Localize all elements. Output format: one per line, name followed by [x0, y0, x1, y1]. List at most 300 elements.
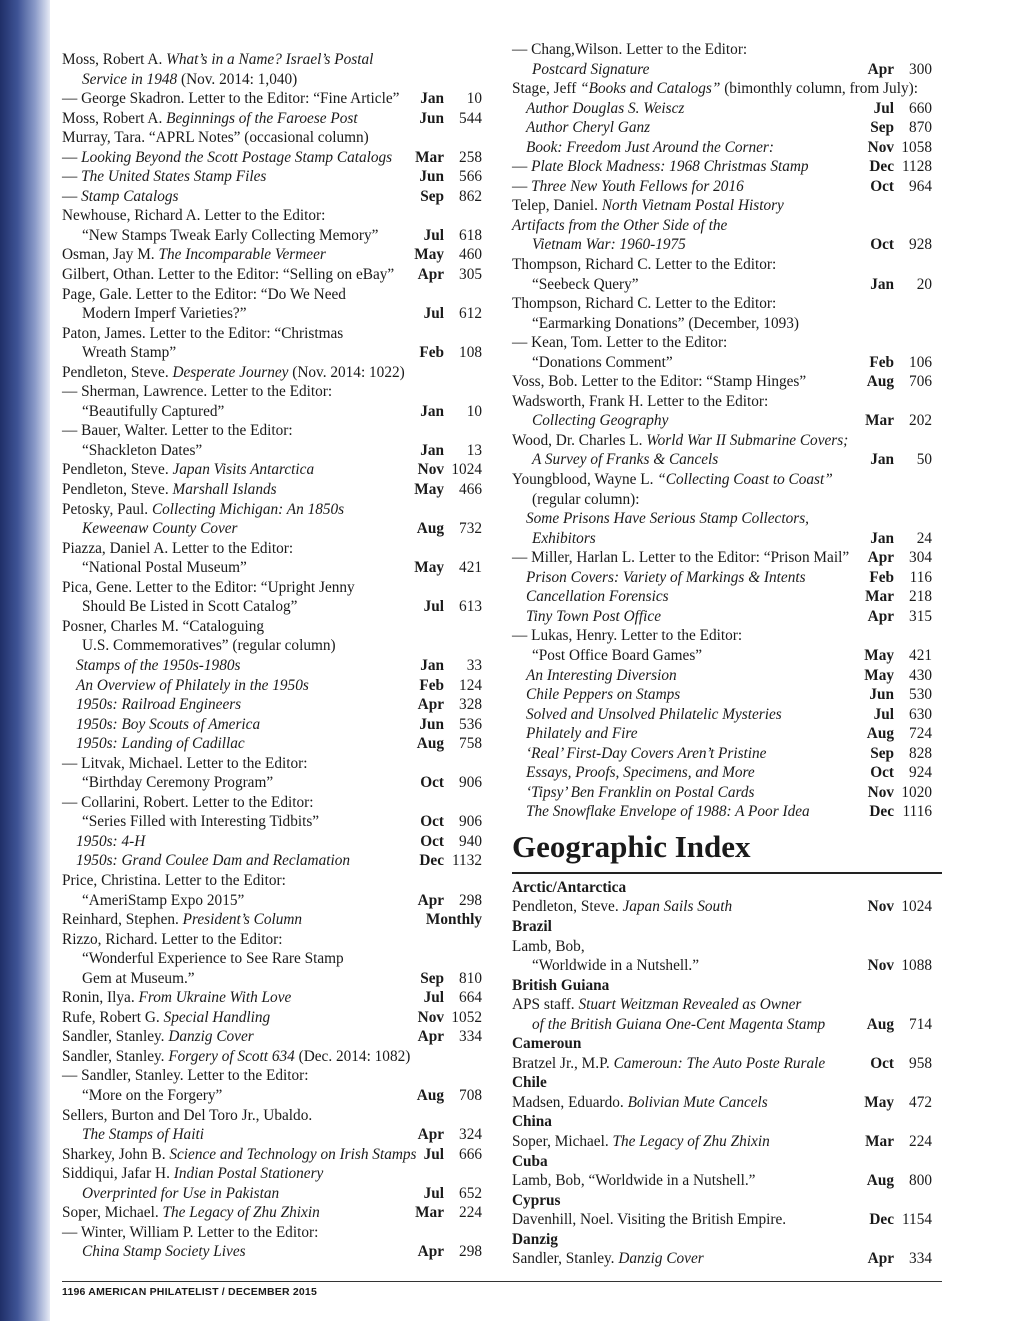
page-footer: 1196 AMERICAN PHILATELIST / DECEMBER 2015 [62, 1286, 318, 1298]
entry-title: Special Handling [163, 1008, 271, 1026]
entry-month: Aug [866, 1172, 894, 1190]
index-entry [62, 656, 482, 676]
entry-text [512, 995, 801, 1015]
entry-author: Sandler, Stanley. [62, 1028, 169, 1046]
region-heading: China [512, 1113, 552, 1131]
entry-text [62, 1145, 417, 1165]
entry-text [512, 1171, 755, 1191]
page-edge-gradient [0, 0, 50, 1321]
entry-title: Prison Covers: Variety of Markings & Intents [526, 568, 806, 586]
index-column-left [62, 50, 482, 1262]
entry-author: Soper, Michael. [512, 1132, 613, 1150]
index-entry [62, 617, 482, 637]
index-entry [62, 1242, 482, 1262]
region-heading: Cyprus [512, 1191, 561, 1209]
entry-page: 964 [909, 177, 932, 195]
entry-page: 460 [459, 246, 482, 264]
entry-month: Jul [423, 305, 444, 323]
entry-title: Stamps of the 1950s-1980s [76, 656, 241, 674]
entry-page: 613 [459, 598, 482, 616]
entry-page: 472 [909, 1093, 932, 1111]
index-entry [62, 1008, 482, 1028]
entry-text [512, 509, 809, 529]
entry-page: 300 [909, 60, 932, 78]
index-entry [512, 1132, 932, 1152]
index-entry [62, 773, 482, 793]
entry-text [512, 372, 806, 392]
entry-text [62, 226, 378, 246]
entry-author: Pendleton, Steve. [62, 363, 173, 381]
entry-author: Stage, Jeff [512, 80, 581, 98]
index-entry [512, 666, 932, 686]
index-entry [512, 314, 932, 334]
index-entry [62, 167, 482, 187]
entry-page: 1128 [901, 158, 932, 176]
entry-page: 1116 [902, 803, 932, 821]
index-entry [62, 871, 482, 891]
entry-month: Jan [870, 451, 894, 469]
entry-text [62, 500, 344, 520]
entry-author: Sandler, Stanley. [62, 1047, 169, 1065]
entry-text [512, 705, 782, 725]
entry-month: Sep [420, 187, 444, 205]
entry-text [62, 109, 358, 129]
entry-text [512, 235, 686, 255]
entry-month: Nov [417, 1008, 444, 1026]
entry-text [62, 734, 245, 754]
entry-page: 544 [459, 109, 482, 127]
entry-author: — Kean, Tom. Letter to the Editor: [512, 334, 728, 352]
entry-author: “Wonderful Experience to See Rare Stamp [82, 950, 344, 968]
entry-page: 714 [909, 1015, 932, 1033]
entry-month: Nov [867, 783, 894, 801]
entry-page: 566 [459, 168, 482, 186]
entry-title: 1950s: Railroad Engineers [76, 696, 242, 714]
entry-month: Feb [869, 353, 894, 371]
entry-author: Wreath Stamp” [82, 344, 177, 362]
index-entry [512, 450, 932, 470]
entry-author: — Bauer, Walter. Letter to the Editor: [62, 422, 293, 440]
entry-month: Apr [417, 891, 444, 909]
entry-title: Keweenaw County Cover [82, 520, 238, 538]
entry-month: Nov [417, 461, 444, 479]
entry-month: May [414, 246, 444, 264]
entry-month: Jul [423, 226, 444, 244]
entry-month: Jun [419, 109, 444, 127]
index-entry [512, 1093, 932, 1113]
entry-title: The Legacy of Zhu Zhixin [612, 1132, 770, 1150]
entry-author: Wood, Dr. Charles L. [512, 431, 647, 449]
entry-author: (Dec. 2014: 1082) [294, 1047, 411, 1065]
entry-text [512, 392, 768, 412]
entry-page: 810 [459, 969, 482, 987]
entry-title: Danzig Cover [168, 1028, 254, 1046]
entry-page: 630 [909, 705, 932, 723]
entry-text [62, 1203, 320, 1223]
entry-text [512, 802, 810, 822]
entry-text [62, 343, 176, 363]
entry-title: Plate Block Madness: 1968 Christmas Stamp [531, 158, 809, 176]
entry-month: Jan [420, 656, 444, 674]
entry-page: 924 [909, 764, 932, 782]
entry-month: Mar [415, 148, 444, 166]
entry-text [62, 519, 238, 539]
entry-text [512, 216, 727, 236]
entry-month: Aug [866, 1015, 894, 1033]
index-entry [512, 138, 932, 158]
entry-page: 906 [459, 813, 482, 831]
entry-title: Science and Technology on Irish Stamps [169, 1145, 417, 1163]
index-entry [62, 636, 482, 656]
entry-page: 108 [459, 344, 482, 362]
entry-month: Jun [419, 168, 444, 186]
entry-page: 708 [459, 1086, 482, 1104]
entry-page: 430 [909, 666, 932, 684]
entry-author: “Shackleton Dates” [82, 441, 203, 459]
index-entry [62, 343, 482, 363]
entry-page: 732 [459, 520, 482, 538]
entry-text [512, 744, 766, 764]
entry-month: Jan [420, 402, 444, 420]
entry-text [512, 490, 639, 510]
entry-text [62, 871, 286, 891]
index-entry [62, 1223, 482, 1243]
entry-month: Oct [420, 832, 444, 850]
entry-month: Jul [873, 99, 894, 117]
entry-author: (bimonthly column, from July): [720, 80, 918, 98]
entry-page: 20 [916, 275, 932, 293]
entry-author: Gem at Museum.” [82, 969, 195, 987]
index-entry [62, 695, 482, 715]
entry-title: The United States Stamp Files [81, 168, 267, 186]
entry-author: Piazza, Daniel A. Letter to the Editor: [62, 539, 294, 557]
index-entry [62, 265, 482, 285]
entry-author: “AmeriStamp Expo 2015” [82, 891, 245, 909]
entry-author: Thompson, Richard C. Letter to the Editor: [512, 256, 777, 274]
index-entry [512, 568, 932, 588]
entry-author: Rufe, Robert G. [62, 1008, 164, 1026]
entry-text [512, 450, 718, 470]
entry-author: — [62, 148, 82, 166]
entry-page: 10 [466, 402, 482, 420]
entry-text [62, 1125, 204, 1145]
entry-page: 202 [909, 412, 932, 430]
index-entry [512, 548, 932, 568]
index-entry [512, 1015, 932, 1035]
entry-author: Pendleton, Steve. [62, 481, 173, 499]
entry-text [62, 676, 309, 696]
entry-author: Ronin, Ilya. [62, 989, 139, 1007]
entry-text [62, 206, 325, 226]
entry-page: 652 [459, 1184, 482, 1202]
entry-author: “Post Office Board Games” [532, 646, 703, 664]
entry-month: Aug [416, 1086, 444, 1104]
entry-title: Marshall Islands [172, 481, 277, 499]
entry-month: Feb [869, 568, 894, 586]
entry-month: Sep [420, 969, 444, 987]
entry-page: 298 [459, 1243, 482, 1261]
entry-author: Soper, Michael. [62, 1204, 163, 1222]
entry-month: Dec [869, 803, 894, 821]
entry-text [62, 1047, 410, 1067]
entry-title: North Vietnam Postal History [601, 197, 784, 215]
index-entry [62, 1145, 482, 1165]
entry-author: “Birthday Ceremony Program” [82, 774, 274, 792]
index-entry [62, 539, 482, 559]
index-entry [62, 324, 482, 344]
entry-text [62, 558, 247, 578]
index-entry [512, 157, 932, 177]
entry-text [62, 167, 266, 187]
entry-title: Some Prisons Have Serious Stamp Collectors, [526, 510, 809, 528]
entry-author: Modern Imperf Varieties?” [82, 305, 247, 323]
entry-month: Jan [420, 441, 444, 459]
index-entry [512, 40, 932, 60]
index-entry [512, 685, 932, 705]
entry-title: ‘Tipsy’ Ben Franklin on Postal Cards [526, 783, 755, 801]
entry-title: ‘Real’ First-Day Covers Aren’t Pristine [526, 744, 767, 762]
entry-month: Jul [423, 598, 444, 616]
entry-title: Author Douglas S. Weiscz [526, 99, 685, 117]
entry-month: Jun [419, 715, 444, 733]
entry-page: 421 [459, 559, 482, 577]
index-entry [512, 372, 932, 392]
entry-title: Indian Postal Stationery [173, 1165, 324, 1183]
entry-author: Lamb, Bob, [512, 937, 585, 955]
index-entry [512, 724, 932, 744]
entry-page: 618 [459, 226, 482, 244]
index-entry [62, 402, 482, 422]
index-entry [512, 235, 932, 255]
entry-title: The Snowflake Envelope of 1988: A Poor Idea [526, 803, 810, 821]
entry-text [512, 626, 742, 646]
entry-page: 324 [459, 1126, 482, 1144]
entry-text [62, 597, 297, 617]
index-entry [62, 597, 482, 617]
entry-text [62, 480, 277, 500]
entry-author: Gilbert, Othan. Letter to the Editor: “Selling on eBay” [62, 266, 395, 284]
entry-author: “More on the Forgery” [82, 1086, 223, 1104]
entry-title: Philately and Fire [526, 725, 638, 743]
index-entry [62, 1125, 482, 1145]
entry-text [62, 89, 399, 109]
entry-month: Aug [866, 373, 894, 391]
entry-title: Solved and Unsolved Philatelic Mysteries [526, 705, 782, 723]
entry-author: Should Be Listed in Scott Catalog” [82, 598, 298, 616]
entry-text [62, 910, 302, 930]
index-entry [62, 812, 482, 832]
entry-author: Pica, Gene. Letter to the Editor: “Upright Jenny [62, 578, 355, 596]
index-entry [512, 392, 932, 412]
section-title-geographic-index: Geographic Index [512, 828, 942, 874]
entry-title: From Ukraine With Love [138, 989, 292, 1007]
entry-text [512, 685, 680, 705]
entry-text [62, 460, 314, 480]
entry-text [512, 646, 702, 666]
index-entry [512, 529, 932, 549]
index-entry [512, 626, 932, 646]
index-entry [62, 676, 482, 696]
entry-month: Apr [417, 266, 444, 284]
entry-text [512, 99, 684, 119]
entry-author: Newhouse, Richard A. Letter to the Editor: [62, 207, 326, 225]
index-entry [62, 891, 482, 911]
index-entry [512, 275, 932, 295]
entry-title: Collecting Geography [532, 412, 669, 430]
entry-text [62, 636, 336, 656]
entry-author: — Sandler, Stanley. Letter to the Editor: [62, 1067, 309, 1085]
entry-text [62, 382, 332, 402]
entry-page: 305 [459, 266, 482, 284]
entry-author: — [512, 177, 532, 195]
entry-month: Jan [420, 90, 444, 108]
entry-author: Price, Christina. Letter to the Editor: [62, 871, 286, 889]
entry-month: Mar [415, 1204, 444, 1222]
index-entry [62, 480, 482, 500]
entry-title: 1950s: Boy Scouts of America [76, 715, 261, 733]
entry-page: 124 [459, 676, 482, 694]
entry-month: Jul [873, 705, 894, 723]
entry-text [512, 1210, 786, 1230]
index-entry [512, 411, 932, 431]
entry-text [512, 138, 774, 158]
entry-text [512, 568, 806, 588]
entry-title: Tiny Town Post Office [526, 607, 661, 625]
entry-month: May [414, 481, 444, 499]
entry-page: 224 [909, 1132, 932, 1150]
entry-title: Exhibitors [532, 529, 596, 547]
entry-text [62, 812, 319, 832]
index-entry [62, 1086, 482, 1106]
region-heading: British Guiana [512, 976, 610, 994]
entry-title: Artifacts from the Other Side of the [512, 216, 728, 234]
entry-author: — [62, 168, 82, 186]
index-entry [512, 177, 932, 197]
entry-text [512, 275, 639, 295]
entry-month: Aug [416, 520, 444, 538]
index-entry [512, 783, 932, 803]
entry-title: Author Cheryl Ganz [526, 119, 651, 137]
entry-text [512, 79, 918, 99]
entry-page: 906 [459, 774, 482, 792]
entry-page: 870 [909, 119, 932, 137]
entry-text [512, 333, 727, 353]
entry-title: Japan Visits Antarctica [172, 461, 315, 479]
entry-month: Jan [870, 275, 894, 293]
entry-text [62, 1164, 323, 1184]
index-column-right [512, 40, 932, 1269]
index-entry [512, 196, 932, 216]
entry-author: — [62, 187, 82, 205]
entry-month: Jul [423, 1145, 444, 1163]
entry-page: 758 [459, 735, 482, 753]
entry-month: Nov [867, 957, 894, 975]
entry-page: 334 [909, 1250, 932, 1268]
entry-page: 421 [909, 646, 932, 664]
index-entry [512, 763, 932, 783]
entry-page: 328 [459, 696, 482, 714]
entry-page: 13 [466, 441, 482, 459]
entry-page: 1052 [451, 1008, 482, 1026]
entry-author: Madsen, Eduardo. [512, 1093, 628, 1111]
index-entry [62, 988, 482, 1008]
index-entry [62, 578, 482, 598]
entry-text [62, 70, 297, 90]
region-heading: Cameroun [512, 1035, 582, 1053]
entry-month: Oct [870, 764, 894, 782]
entry-text [512, 411, 668, 431]
entry-month: Feb [419, 676, 444, 694]
entry-text [62, 773, 273, 793]
author-index-continued [512, 40, 932, 822]
entry-title: The Stamps of Haiti [82, 1126, 204, 1144]
entry-author: Siddiqui, Jafar H. [62, 1165, 174, 1183]
index-entry [512, 646, 932, 666]
entry-author: “Donations Comment” [532, 353, 673, 371]
index-entry [62, 558, 482, 578]
index-entry [512, 937, 932, 957]
entry-text [62, 832, 145, 852]
index-entry [512, 1171, 932, 1191]
entry-text [62, 617, 264, 637]
entry-title: China Stamp Society Lives [82, 1243, 246, 1261]
entry-page: 1132 [451, 852, 482, 870]
index-entry [62, 519, 482, 539]
index-entry [62, 245, 482, 265]
entry-page: 724 [909, 725, 932, 743]
index-entry [62, 148, 482, 168]
entry-text [512, 897, 732, 917]
entry-text [62, 324, 343, 344]
entry-text [62, 695, 241, 715]
entry-page: 536 [459, 715, 482, 733]
entry-month: Mar [865, 1132, 894, 1150]
index-entry [512, 1249, 932, 1269]
entry-text [62, 1184, 279, 1204]
entry-text [512, 937, 585, 957]
index-entry [512, 431, 932, 451]
entry-page: 530 [909, 686, 932, 704]
entry-text [62, 539, 293, 559]
entry-title: 1950s: 4-H [76, 832, 146, 850]
entry-month: Oct [420, 774, 444, 792]
entry-author: “National Postal Museum” [82, 559, 247, 577]
entry-author: Wadsworth, Frank H. Letter to the Editor: [512, 392, 769, 410]
entry-month: Oct [420, 813, 444, 831]
entry-author: — Collarini, Robert. Letter to the Editor: [62, 793, 314, 811]
index-entry [512, 705, 932, 725]
entry-title: Service in 1948 [82, 70, 178, 88]
entry-author: Moss, Robert A. [62, 51, 167, 68]
entry-page: 33 [466, 656, 482, 674]
entry-author: Bratzel Jr., M.P. [512, 1054, 614, 1072]
entry-title: Postcard Signature [532, 60, 650, 78]
entry-title: Stuart Weitzman Revealed as Owner [578, 996, 802, 1014]
entry-author: Moss, Robert A. [62, 109, 167, 127]
entry-text [512, 587, 669, 607]
region-heading: Danzig [512, 1230, 558, 1248]
entry-text [62, 363, 405, 383]
entry-page: 24 [916, 529, 932, 547]
entry-month: Apr [867, 549, 894, 567]
index-entry [62, 832, 482, 852]
index-entry [62, 128, 482, 148]
index-entry [62, 187, 482, 207]
index-entry [512, 333, 932, 353]
entry-text [62, 891, 244, 911]
entry-month: Aug [866, 725, 894, 743]
index-entry [62, 851, 482, 871]
